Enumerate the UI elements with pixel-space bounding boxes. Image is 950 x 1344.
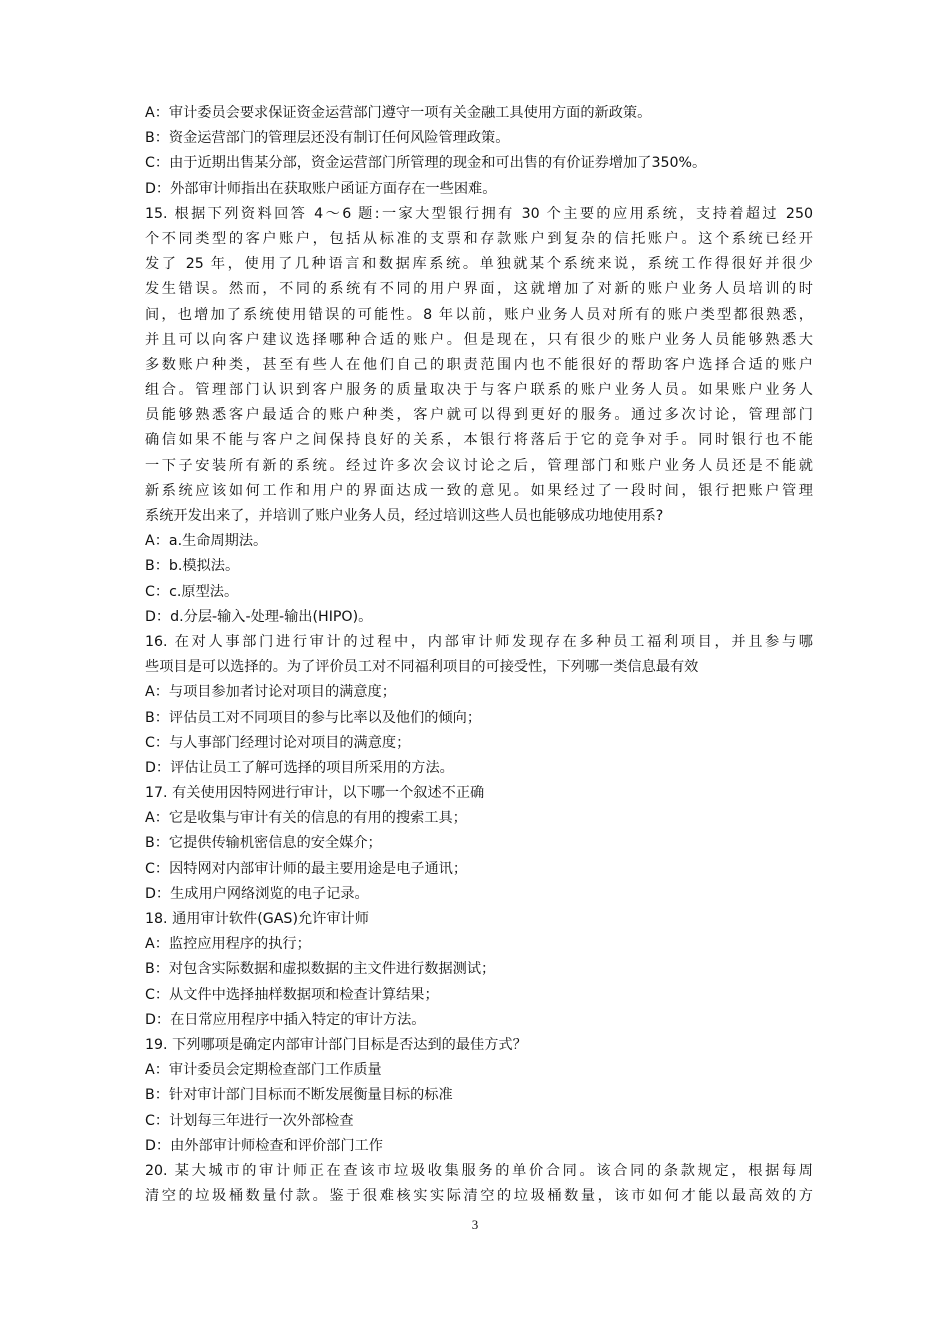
option-line: D：外部审计师指出在获取账户函证方面存在一些困难。 <box>145 180 497 197</box>
question-15-line: 间，也增加了系统使用错误的可能性。8 年以前，账户业务人员对所有的账户类型都很熟悉， <box>145 306 813 323</box>
option-line: D：d.分层-输入-处理-输出(HIPO)。 <box>145 608 373 625</box>
question-20-line: 20. 某大城市的审计师正在查该市垃圾收集服务的单价合同。该合同的条款规定，根据每周 <box>145 1162 813 1179</box>
question-15-line: 个不同类型的客户账户，包括从标准的支票和存款账户到复杂的信托账户。这个系统已经开 <box>145 230 813 247</box>
question-16-line: 些项目是可以选择的。为了评价员工对不同福利项目的可接受性，下列哪一类信息最有效 <box>145 659 699 676</box>
option-line: C：由于近期出售某分部，资金运营部门所管理的现金和可出售的有价证券增加了350%。 <box>145 155 707 172</box>
option-line: C：从文件中选择抽样数据项和检查计算结果； <box>145 986 439 1003</box>
question-15-line: 15. 根据下列资料回答 4～6 题:一家大型银行拥有 30 个主要的应用系统，支持着超过 250 <box>145 205 813 222</box>
question-15-line: 并且可以向客户建议选择哪种合适的账户。但是现在，只有很少的账户业务人员能够熟悉大 <box>145 331 813 348</box>
question-19-line: 19. 下列哪项是确定内部审计部门目标是否达到的最佳方式？ <box>145 1036 527 1053</box>
option-line: C：因特网对内部审计师的最主要用途是电子通讯； <box>145 860 468 877</box>
option-line: D：评估让员工了解可选择的项目所采用的方法。 <box>145 759 454 776</box>
option-line: A：监控应用程序的执行； <box>145 936 311 953</box>
option-line: A：审计委员会定期检查部门工作质量 <box>145 1062 382 1079</box>
option-line: B：评估员工对不同项目的参与比率以及他们的倾向； <box>145 709 482 726</box>
option-line: D：在日常应用程序中插入特定的审计方法。 <box>145 1011 426 1028</box>
option-line: D：生成用户网络浏览的电子记录。 <box>145 885 369 902</box>
question-20-line: 清空的垃圾桶数量付款。鉴于很难核实实际清空的垃圾桶数量，该市如何才能以最高效的方 <box>145 1188 813 1205</box>
question-18-line: 18. 通用审计软件(GAS)允许审计师 <box>145 911 369 927</box>
question-15-line: 确信如果不能与客户之间保持良好的关系，本银行将落后于它的竞争对手。同时银行也不能 <box>145 432 813 449</box>
option-line: B：它提供传输机密信息的安全媒介； <box>145 835 382 852</box>
question-15-line: 发生错误。然而，不同的系统有不同的用户界面，这就增加了对新的账户业务人员培训的时 <box>145 281 813 298</box>
option-line: B：b.模拟法。 <box>145 558 240 575</box>
question-15-line: 多数账户种类，甚至有些人在他们自己的职责范围内也不能很好的帮助客户选择合适的账户 <box>145 356 813 373</box>
question-16-line: 16. 在对人事部门进行审计的过程中，内部审计师发现存在多种员工福利项目，并且参与哪 <box>145 633 813 650</box>
question-17-line: 17. 有关使用因特网进行审计，以下哪一个叙述不正确 <box>145 785 485 802</box>
option-line: C：计划每三年进行一次外部检查 <box>145 1112 354 1129</box>
question-15-line: 新系统应该如何工作和用户的界面达成一致的意见。如果经过了一段时间，银行把账户管理 <box>145 482 813 499</box>
option-line: A：审计委员会要求保证资金运营部门遵守一项有关金融工具使用方面的新政策。 <box>145 105 652 121</box>
option-line: A：与项目参加者讨论对项目的满意度； <box>145 684 396 701</box>
question-15-line: 系统开发出来了，并培训了账户业务人员，经过培训这些人员也能够成功地使用系? <box>145 508 664 524</box>
question-15-line: 发了 25 年，使用了几种语言和数据库系统。单独就某个系统来说，系统工作得很好并很少 <box>145 256 813 273</box>
option-line: A：a.生命周期法。 <box>145 533 268 550</box>
question-15-line: 员能够熟悉客户最适合的账户种类，客户就可以得到更好的服务。通过多次讨论，管理部门 <box>145 407 813 424</box>
option-line: B：针对审计部门目标而不断发展衡量目标的标准 <box>145 1087 453 1104</box>
page-number: 3 <box>471 1217 479 1232</box>
option-line: A：它是收集与审计有关的信息的有用的搜索工具； <box>145 810 467 827</box>
option-line: C：与人事部门经理讨论对项目的满意度； <box>145 734 411 751</box>
document-body <box>145 101 813 1209</box>
option-line: C：c.原型法。 <box>145 583 239 600</box>
option-line: B：对包含实际数据和虚拟数据的主文件进行数据测试； <box>145 961 496 978</box>
question-15-line: 组合。管理部门认识到客户服务的质量取决于与客户联系的账户业务人员。如果账户业务人 <box>145 382 813 399</box>
option-line: B：资金运营部门的管理层还没有制订任何风险管理政策。 <box>145 130 510 147</box>
option-line: D：由外部审计师检查和评价部门工作 <box>145 1137 383 1154</box>
question-15-line: 一下子安装所有新的系统。经过许多次会议讨论之后，管理部门和账户业务人员还是不能就 <box>145 457 813 474</box>
